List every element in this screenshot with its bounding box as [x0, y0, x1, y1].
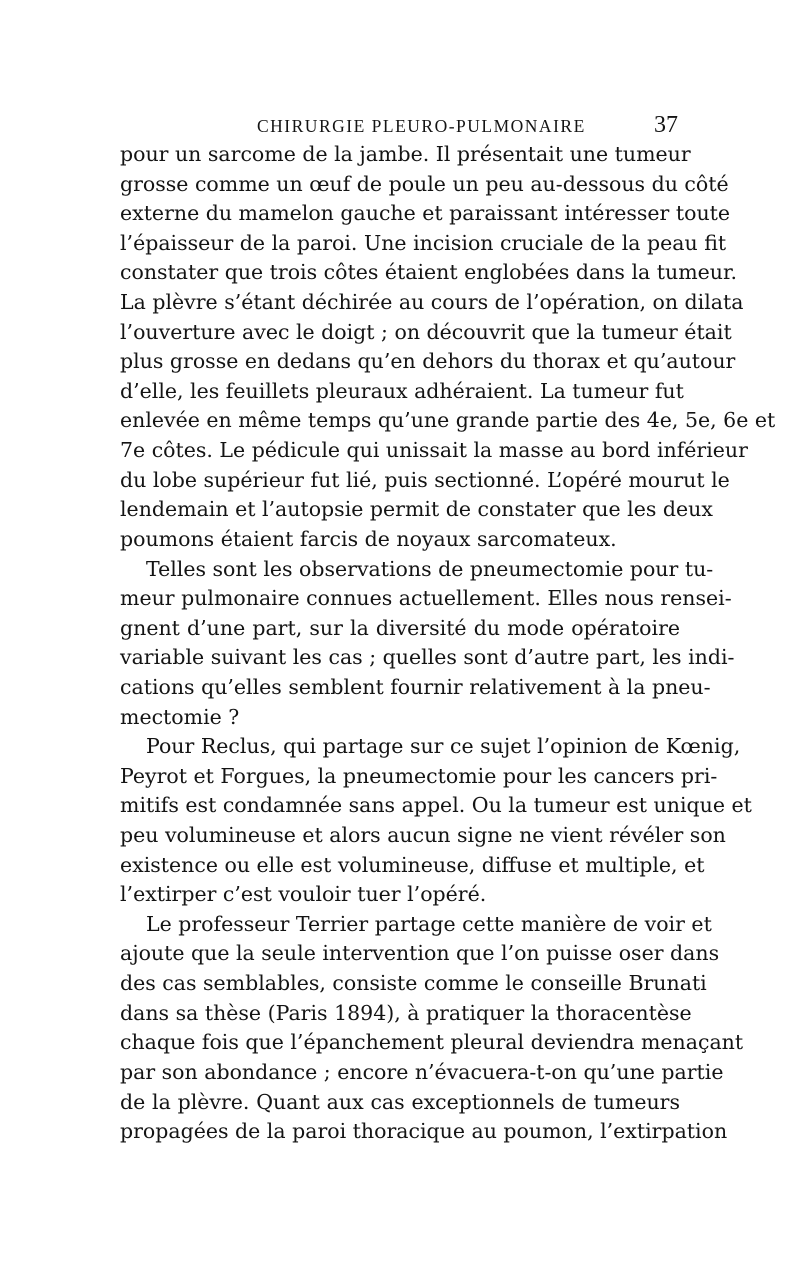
- text-line: ajoute que la seule intervention que l’on puisse oser dans: [120, 941, 720, 966]
- text-line: Peyrot et Forgues, la pneumectomie pour les cancers pri-: [120, 763, 718, 788]
- text-line: chaque fois que l’épanchement pleural deviendra menaçant: [120, 1030, 744, 1055]
- text-line: de la plèvre. Quant aux cas exceptionnels de tumeurs: [120, 1089, 680, 1114]
- text-line: peu volumineuse et alors aucun signe ne vient révéler son: [120, 823, 726, 848]
- text-line: constater que trois côtes étaient englobées dans la tumeur.: [120, 260, 738, 285]
- text-line: pour un sarcome de la jambe. Il présentait une tumeur: [120, 142, 691, 166]
- text-line: mectomie ?: [120, 704, 240, 729]
- text-line: 7e côtes. Le pédicule qui unissait la masse au bord inférieur: [120, 438, 748, 463]
- text-line: meur pulmonaire connues actuellement. Elles nous rensei-: [120, 586, 732, 611]
- text-line: Le professeur Terrier partage cette manière de voir et: [146, 911, 712, 936]
- text-line: enlevée en même temps qu’une grande partie des 4e, 5e, 6e et: [120, 408, 776, 433]
- text-line: du lobe supérieur fut lié, puis sectionné. L’opéré mourut le: [120, 467, 730, 492]
- text-line: plus grosse en dedans qu’en dehors du thorax et qu’autour: [120, 349, 736, 374]
- text-line: La plèvre s’étant déchirée au cours de l’opération, on dilata: [120, 290, 744, 315]
- text-line: dans sa thèse (Paris 1894), à pratiquer la thoracentèse: [120, 1000, 692, 1025]
- text-line: poumons étaient farcis de noyaux sarcomateux.: [120, 526, 617, 551]
- text-line: l’épaisseur de la paroi. Une incision cruciale de la peau fit: [120, 230, 727, 255]
- text-line: propagées de la paroi thoracique au poumon, l’extirpation: [120, 1119, 728, 1144]
- text-line: variable suivant les cas ; quelles sont d’autre part, les indi-: [120, 645, 735, 670]
- text-line: grosse comme un œuf de poule un peu au-dessous du côté: [120, 171, 729, 196]
- text-line: par son abondance ; encore n’évacuera-t-on qu’une partie: [120, 1059, 724, 1084]
- text-line: des cas semblables, consiste comme le conseille Brunati: [120, 971, 707, 996]
- text-line: cations qu’elles semblent fournir relativement à la pneu-: [120, 674, 711, 699]
- text-line: Telles sont les observations de pneumectomie pour tu-: [146, 556, 714, 581]
- text-line: l’extirper c’est vouloir tuer l’opéré.: [120, 882, 487, 907]
- text-line: gnent d’une part, sur la diversité du mode opératoire: [120, 615, 680, 640]
- text-line: d’elle, les feuillets pleuraux adhéraient. La tumeur fut: [120, 378, 684, 403]
- text-line: mitifs est condamnée sans appel. Ou la tumeur est unique et: [120, 793, 752, 818]
- text-line: existence ou elle est volumineuse, diffuse et multiple, et: [120, 852, 705, 877]
- text-line: lendemain et l’autopsie permit de constater que les deux: [120, 497, 713, 522]
- text-line: l’ouverture avec le doigt ; on découvrit que la tumeur était: [120, 319, 732, 344]
- text-line: externe du mamelon gauche et paraissant intéresser toute: [120, 201, 731, 226]
- running-title: CHIRURGIE PLEURO-PULMONAIRE: [257, 116, 586, 136]
- running-header: [120, 112, 680, 142]
- page-number: 37: [654, 112, 678, 138]
- body-text: [120, 140, 776, 1147]
- text-line: Pour Reclus, qui partage sur ce sujet l’opinion de Kœnig,: [146, 734, 741, 759]
